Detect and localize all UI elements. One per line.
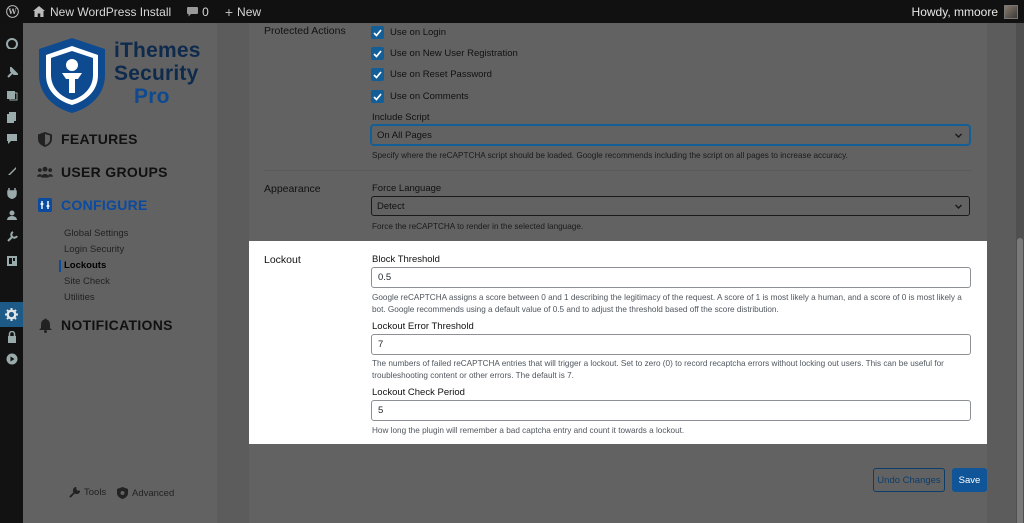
site-name: New WordPress Install	[50, 4, 172, 19]
bell-icon	[37, 317, 53, 333]
wrench-icon	[69, 487, 80, 498]
chevron-down-icon	[954, 131, 963, 140]
new-content-link[interactable]	[217, 0, 269, 23]
play-icon[interactable]	[4, 351, 19, 366]
include-script-title: Include Script	[372, 112, 430, 123]
checkbox-label: Use on Reset Password	[390, 69, 492, 80]
lockout-check-period-value: 5	[378, 405, 384, 416]
pin-icon[interactable]	[4, 65, 19, 80]
configure-subnav	[64, 226, 128, 306]
users-group-icon	[37, 164, 53, 180]
plugin-sidebar	[23, 23, 217, 523]
nav-user-groups[interactable]	[37, 164, 168, 180]
admin-bar	[0, 0, 1024, 23]
nav-features[interactable]	[37, 131, 138, 147]
nav-configure[interactable]	[37, 197, 148, 213]
save-button[interactable]: Save	[952, 468, 987, 492]
lockout-error-threshold-value: 7	[378, 339, 384, 350]
logo-line-1: iThemes	[114, 39, 201, 62]
shield-gear-icon	[117, 487, 128, 499]
include-script-select[interactable]	[371, 125, 970, 145]
plus-icon: +	[224, 3, 234, 20]
subnav-utilities[interactable]: Utilities	[64, 292, 95, 303]
scrollbar-thumb[interactable]	[1017, 238, 1023, 523]
include-script-value: On All Pages	[377, 129, 432, 141]
chevron-down-icon	[954, 202, 963, 211]
shield-icon	[37, 131, 53, 147]
users-icon[interactable]	[4, 207, 19, 222]
undo-changes-button[interactable]: Undo Changes	[873, 468, 945, 492]
comments-icon[interactable]	[4, 131, 19, 146]
howdy-text: Howdy, mmoore	[911, 4, 998, 19]
subnav-lockouts[interactable]: Lockouts	[64, 258, 128, 274]
shield-logo-icon	[35, 35, 109, 115]
logo-wordmark	[114, 39, 201, 108]
plugins-icon[interactable]	[4, 185, 19, 200]
tools-icon[interactable]	[4, 229, 19, 244]
block-threshold-input[interactable]	[371, 267, 971, 288]
lockout-check-period-title: Lockout Check Period	[372, 387, 465, 398]
new-label: New	[237, 4, 262, 19]
my-account[interactable]	[912, 0, 1024, 23]
nav-notifications-label: NOTIFICATIONS	[61, 317, 173, 333]
comments-link[interactable]	[179, 0, 217, 23]
subnav-site-check[interactable]: Site Check	[64, 276, 110, 287]
lockout-check-period-help: How long the plugin will remember a bad captcha entry and count it towards a lockout.	[372, 426, 685, 435]
force-language-select[interactable]	[371, 196, 970, 216]
lockout-label: Lockout	[264, 254, 301, 266]
wp-admin-menu	[0, 23, 23, 523]
site-name-link[interactable]	[25, 0, 179, 23]
block-threshold-title: Block Threshold	[372, 254, 440, 265]
settings-panel-icon[interactable]	[4, 253, 19, 268]
logo-line-2: Security	[114, 62, 199, 85]
appearance-label: Appearance	[264, 183, 321, 195]
checkmark-icon	[371, 47, 384, 60]
nav-configure-label: CONFIGURE	[61, 197, 148, 213]
force-language-title: Force Language	[372, 183, 442, 194]
svg-text:W: W	[8, 7, 17, 17]
advanced-label: Advanced	[132, 487, 175, 499]
tools-link[interactable]	[69, 487, 106, 498]
lockout-error-threshold-input[interactable]	[371, 334, 971, 355]
lockout-error-threshold-help: The numbers of failed reCAPTCHA entries that will trigger a lockout. Set to zero (0) to record recaptcha errors without locking out users. This can be useful for troubleshooting content or other errors. The default is 7.	[372, 359, 944, 380]
subnav-global-settings[interactable]: Global Settings	[64, 228, 129, 239]
tools-label: Tools	[84, 487, 107, 498]
nav-features-label: FEATURES	[61, 131, 138, 147]
appearance-icon[interactable]	[4, 163, 19, 178]
checkbox-label: Use on Comments	[390, 91, 469, 102]
force-language-value: Detect	[377, 200, 405, 212]
advanced-link[interactable]	[117, 487, 174, 499]
home-icon	[33, 6, 45, 17]
logo-line-3: Pro	[134, 85, 170, 108]
checkbox-label: Use on Login	[390, 27, 446, 38]
nav-notifications[interactable]	[37, 317, 173, 333]
checkbox-use-on-registration[interactable]	[371, 47, 518, 60]
sliders-icon	[37, 197, 53, 213]
media-icon[interactable]	[4, 87, 19, 102]
include-script-help: Specify where the reCAPTCHA script should be loaded. Google recommends including the script on all pages to increase accuracy.	[372, 151, 848, 160]
subnav-login-security[interactable]: Login Security	[64, 244, 125, 255]
wordpress-logo-icon[interactable]	[0, 0, 25, 23]
checkbox-label: Use on New User Registration	[390, 48, 518, 59]
pages-icon[interactable]	[4, 109, 19, 124]
ithemes-logo	[35, 35, 225, 125]
checkbox-use-on-comments[interactable]	[371, 90, 469, 103]
lockout-error-threshold-title: Lockout Error Threshold	[372, 321, 474, 332]
checkmark-icon	[371, 90, 384, 103]
checkmark-icon	[371, 26, 384, 39]
lockout-check-period-input[interactable]	[371, 400, 971, 421]
block-threshold-value: 0.5	[378, 272, 392, 283]
gear-icon[interactable]	[4, 307, 19, 322]
checkmark-icon	[371, 68, 384, 81]
block-threshold-help: Google reCAPTCHA assigns a score between 0 and 1 describing the legitimacy of the request. A score of 1 is most likely a human, and a score of 0 is most likely a bot. Google recommends using a default value of 0.5 and to adjust the threshold based off the score distribution.	[372, 293, 962, 314]
dashboard-icon[interactable]	[4, 35, 19, 50]
force-language-help: Force the reCAPTCHA to render in the selected language.	[372, 222, 584, 231]
protected-actions-label: Protected Actions	[264, 25, 346, 37]
checkbox-use-on-login[interactable]	[371, 26, 446, 39]
settings-panel	[249, 23, 987, 523]
comment-count: 0	[202, 4, 209, 19]
checkbox-use-on-reset-password[interactable]	[371, 68, 492, 81]
section-divider	[264, 170, 972, 171]
lockout-section	[249, 241, 987, 444]
lock-icon[interactable]	[4, 329, 19, 344]
avatar	[1004, 5, 1018, 19]
page-scrollbar[interactable]	[1016, 23, 1024, 523]
nav-user-groups-label: USER GROUPS	[61, 164, 168, 180]
comment-icon	[187, 7, 198, 17]
